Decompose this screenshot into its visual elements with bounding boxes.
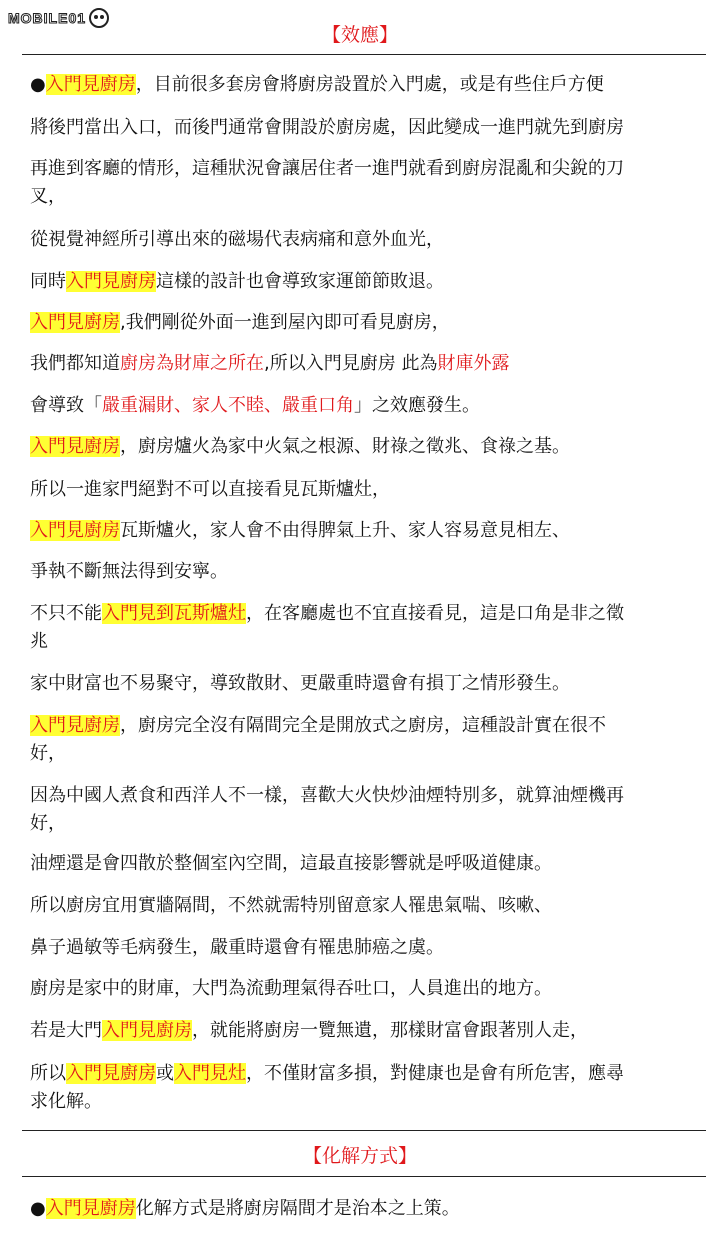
body-text: 所以廚房宜用實牆隔間，不然就需特別留意家人罹患氣喘、咳嗽、 [30, 895, 552, 916]
body-text: 兆 [30, 631, 48, 652]
highlighted-phrase: 入門見廚房 [45, 1198, 136, 1219]
body-text: 將後門當出入口，而後門通常會開設於廚房處，因此變成一進門就先到廚房 [30, 117, 624, 138]
highlighted-phrase: 入門見到瓦斯爐灶 [102, 603, 246, 624]
highlighted-phrase: 入門見廚房 [45, 74, 136, 95]
body-text: 化解方式是將廚房隔間才是治本之上策。 [135, 1198, 460, 1219]
body-text: 叉， [30, 186, 66, 207]
body-text: 不只不能 [30, 603, 102, 624]
body-text: 廚房是家中的財庫，大門為流動理氣得吞吐口，人員進出的地方。 [30, 978, 552, 999]
body-text: 所以一進家門絕對不可以直接看見瓦斯爐灶， [30, 479, 390, 500]
text-line [30, 1017, 588, 1044]
text-line [30, 670, 570, 697]
body-text: 好， [30, 813, 66, 834]
text-line [30, 71, 604, 98]
body-text: 」之效應發生。 [354, 395, 480, 416]
body-text: 這樣的設計也會導致家運節節敗退。 [156, 271, 444, 292]
body-text: 家中財富也不易聚守，導致散財、更嚴重時還會有損丁之情形發生。 [30, 673, 570, 694]
highlighted-phrase: 入門見廚房 [66, 1063, 156, 1084]
text-line [30, 1195, 460, 1222]
body-text: ，就能將廚房一覽無遺，那樣財富會跟著別人走， [192, 1020, 588, 1041]
body-text: ，在客廳處也不宜直接看見，這是口角是非之徵 [246, 603, 624, 624]
highlighted-phrase: 入門見廚房 [30, 520, 120, 541]
body-text: 求化解。 [30, 1091, 102, 1112]
text-line [30, 392, 480, 419]
body-text: 好， [30, 743, 66, 764]
emphasis-text: 廚房為財庫之所在 [120, 353, 264, 374]
text-line [30, 740, 66, 767]
text-line [30, 517, 570, 544]
text-line [30, 350, 509, 377]
highlighted-phrase: 入門見廚房 [30, 436, 120, 457]
body-text: 或 [156, 1063, 174, 1084]
body-text: 所以 [30, 1063, 66, 1084]
text-line [30, 309, 450, 336]
text-line [30, 114, 624, 141]
emphasis-text: 財庫外露 [437, 353, 510, 374]
text-line [30, 712, 606, 739]
body-text: 爭執不斷無法得到安寧。 [30, 561, 228, 582]
emphasis-text: 嚴重漏財、家人不睦、嚴重口角 [102, 395, 354, 416]
body-text: 若是大門 [30, 1020, 102, 1041]
body-text: 從視覺神經所引導出來的磁場代表病痛和意外血光， [30, 229, 444, 250]
body-text: ，不僅財富多損，對健康也是會有所危害，應尋 [246, 1063, 624, 1084]
text-line [30, 558, 228, 585]
body-text: ，廚房完全沒有隔間完全是開放式之廚房，這種設計實在很不 [120, 715, 606, 736]
text-line [30, 892, 552, 919]
text-line [30, 810, 66, 837]
highlighted-phrase: 入門見廚房 [30, 715, 120, 736]
divider [22, 54, 706, 55]
body-text: 會導致「 [30, 395, 102, 416]
text-line [30, 268, 444, 295]
bullet-icon: ● [30, 1198, 46, 1219]
bullet-icon: ● [30, 74, 46, 95]
text-line [30, 433, 570, 460]
body-text: 再進到客廳的情形，這種狀況會讓居住者一進門就看到廚房混亂和尖銳的刀 [30, 158, 624, 179]
text-line [30, 628, 48, 655]
divider [22, 1176, 706, 1177]
text-line [30, 183, 66, 210]
body-text: 同時 [30, 271, 66, 292]
highlighted-phrase: 入門見灶 [174, 1063, 246, 1084]
text-line [30, 850, 552, 877]
body-text: ，目前很多套房會將廚房設置於入門處，或是有些住戶方便 [135, 74, 604, 95]
body-text: 因為中國人煮食和西洋人不一樣，喜歡大火快炒油煙特別多，就算油煙機再 [30, 785, 624, 806]
body-text: 油煙還是會四散於整個室內空間，這最直接影響就是呼吸道健康。 [30, 853, 552, 874]
text-line [30, 1060, 624, 1087]
body-text: 鼻子過敏等毛病發生，嚴重時還會有罹患肺癌之虞。 [30, 937, 444, 958]
highlighted-phrase: 入門見廚房 [102, 1020, 192, 1041]
text-line [30, 600, 624, 627]
body-text: 我們都知道 [30, 353, 120, 374]
body-text: ,所以入門見廚房 此為 [264, 353, 438, 374]
text-line [30, 975, 552, 1002]
text-line [30, 782, 624, 809]
section-title-effects: 【效應】 [321, 24, 398, 46]
logo-text: MOBILE01 [8, 10, 87, 26]
section-title-solution: 【化解方式】 [302, 1145, 417, 1167]
divider [22, 1130, 706, 1131]
highlighted-phrase: 入門見廚房 [30, 312, 120, 333]
highlighted-phrase: 入門見廚房 [66, 271, 156, 292]
text-line [30, 934, 444, 961]
text-line [30, 155, 624, 182]
body-text: 瓦斯爐火，家人會不由得脾氣上升、家人容易意見相左、 [120, 520, 570, 541]
body-text: ，廚房爐火為家中火氣之根源、財祿之徵兆、食祿之基。 [120, 436, 570, 457]
text-line [30, 476, 390, 503]
text-line [30, 1088, 102, 1115]
text-line [30, 226, 444, 253]
body-text: ,我們剛從外面一進到屋內即可看見廚房， [120, 312, 450, 333]
